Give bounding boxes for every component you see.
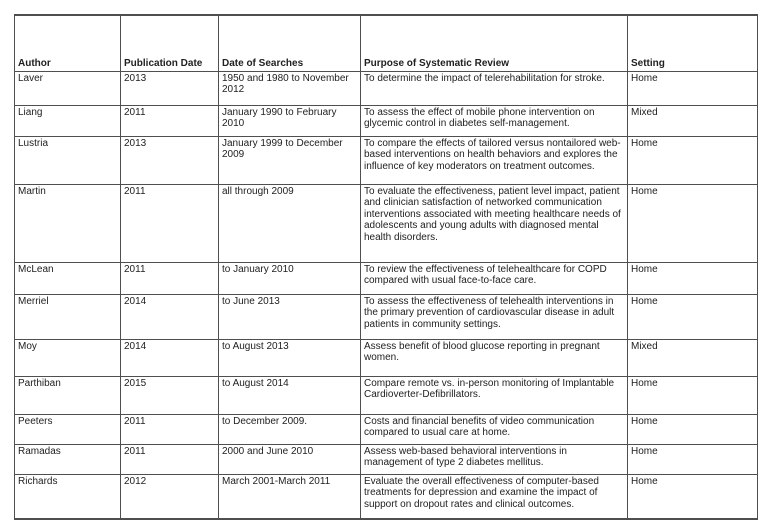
- cell-date-of-searches: to August 2013: [219, 339, 361, 376]
- cell-publication-date: 2015: [121, 376, 219, 414]
- cell-publication-date: 2012: [121, 474, 219, 519]
- cell-purpose: To assess the effect of mobile phone intervention on glycemic control in diabetes self-management.: [361, 105, 628, 136]
- column-header-setting: Setting: [628, 15, 758, 71]
- cell-purpose: To evaluate the effectiveness, patient level impact, patient and clinician satisfaction of networked communication interventions associated with meeting healthcare needs of adolescents and young adults with diagnosed mental health disorders.: [361, 184, 628, 262]
- cell-publication-date: 2014: [121, 339, 219, 376]
- cell-date-of-searches: to January 2010: [219, 262, 361, 294]
- cell-date-of-searches: 2000 and June 2010: [219, 444, 361, 474]
- cell-setting: Home: [628, 444, 758, 474]
- cell-purpose: To compare the effects of tailored versus nontailored web-based interventions on health behaviors and explores the influence of key moderators on treatment outcomes.: [361, 136, 628, 184]
- table-row: [15, 474, 758, 519]
- cell-publication-date: 2011: [121, 414, 219, 444]
- cell-purpose: To review the effectiveness of telehealthcare for COPD compared with usual face-to-face care.: [361, 262, 628, 294]
- cell-purpose: Compare remote vs. in-person monitoring of Implantable Cardioverter-Defibrillators.: [361, 376, 628, 414]
- cell-author: Lustria: [15, 136, 121, 184]
- cell-date-of-searches: to August 2014: [219, 376, 361, 414]
- cell-purpose: To assess the effectiveness of telehealth interventions in the primary prevention of cardiovascular disease in adult patients in community settings.: [361, 294, 628, 339]
- column-header-publication-date: Publication Date: [121, 15, 219, 71]
- table-row: [15, 444, 758, 474]
- table-row: [15, 339, 758, 376]
- cell-publication-date: 2011: [121, 105, 219, 136]
- cell-author: Laver: [15, 71, 121, 105]
- table-row: [15, 136, 758, 184]
- cell-publication-date: 2013: [121, 136, 219, 184]
- table-row: [15, 105, 758, 136]
- cell-purpose: Costs and financial benefits of video communication compared to usual care at home.: [361, 414, 628, 444]
- column-header-date-of-searches: Date of Searches: [219, 15, 361, 71]
- table-row: [15, 184, 758, 262]
- cell-publication-date: 2011: [121, 184, 219, 262]
- cell-date-of-searches: all through 2009: [219, 184, 361, 262]
- cell-publication-date: 2014: [121, 294, 219, 339]
- column-header-author: Author: [15, 15, 121, 71]
- cell-setting: Home: [628, 414, 758, 444]
- table-row: [15, 376, 758, 414]
- cell-setting: Mixed: [628, 339, 758, 376]
- cell-author: Ramadas: [15, 444, 121, 474]
- cell-setting: Home: [628, 262, 758, 294]
- cell-date-of-searches: January 1999 to December 2009: [219, 136, 361, 184]
- cell-date-of-searches: to June 2013: [219, 294, 361, 339]
- table-row: [15, 262, 758, 294]
- cell-author: Merriel: [15, 294, 121, 339]
- cell-publication-date: 2011: [121, 444, 219, 474]
- cell-author: Liang: [15, 105, 121, 136]
- document-page: [14, 14, 758, 520]
- cell-publication-date: 2011: [121, 262, 219, 294]
- cell-author: Parthiban: [15, 376, 121, 414]
- cell-setting: Home: [628, 184, 758, 262]
- cell-purpose: To determine the impact of telerehabilitation for stroke.: [361, 71, 628, 105]
- cell-author: Moy: [15, 339, 121, 376]
- cell-date-of-searches: March 2001-March 2011: [219, 474, 361, 519]
- cell-date-of-searches: 1950 and 1980 to November 2012: [219, 71, 361, 105]
- table-row: [15, 414, 758, 444]
- table-header-row: [15, 15, 758, 71]
- cell-purpose: Evaluate the overall effectiveness of computer-based treatments for depression and examine the impact of support on dropout rates and clinical outcomes.: [361, 474, 628, 519]
- cell-date-of-searches: January 1990 to February 2010: [219, 105, 361, 136]
- systematic-reviews-table: [14, 14, 758, 520]
- cell-author: Richards: [15, 474, 121, 519]
- table-row: [15, 294, 758, 339]
- cell-purpose: Assess web-based behavioral interventions in management of type 2 diabetes mellitus.: [361, 444, 628, 474]
- table-header: [15, 15, 758, 71]
- table-row: [15, 71, 758, 105]
- cell-setting: Home: [628, 376, 758, 414]
- cell-date-of-searches: to December 2009.: [219, 414, 361, 444]
- cell-setting: Home: [628, 294, 758, 339]
- cell-setting: Home: [628, 71, 758, 105]
- cell-setting: Mixed: [628, 105, 758, 136]
- cell-author: McLean: [15, 262, 121, 294]
- cell-purpose: Assess benefit of blood glucose reporting in pregnant women.: [361, 339, 628, 376]
- cell-setting: Home: [628, 474, 758, 519]
- cell-author: Peeters: [15, 414, 121, 444]
- column-header-purpose: Purpose of Systematic Review: [361, 15, 628, 71]
- cell-publication-date: 2013: [121, 71, 219, 105]
- cell-author: Martin: [15, 184, 121, 262]
- cell-setting: Home: [628, 136, 758, 184]
- table-body: [15, 71, 758, 519]
